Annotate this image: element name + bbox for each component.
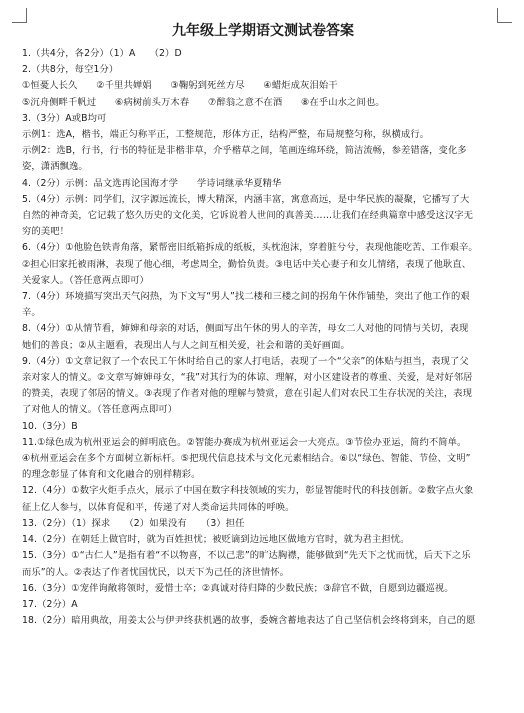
corner-mark-left	[12, 8, 27, 23]
answer-line: 15.（3分）①“古仁人”是指有着“不以物喜，不以己悲”的旷达胸襟，能够做到“先天下之忧而忧，后天下之乐	[22, 550, 471, 562]
answer-body	[22, 46, 504, 629]
answer-line: 1.（共4分，各2分）（1）A （2）D	[22, 48, 182, 59]
answer-line: 的理念彰显了体育和文化融合的别样精彩。	[22, 469, 201, 481]
answer-line: 6.（4分）①他脸色铁青角落，紧帮密旧纸箱拆成的纸板，头枕泡沫，穿着脏兮兮，表现他能吃苦、工作艰辛。	[22, 242, 478, 254]
answer-line: 亲对家人的情义。②文章写婶婶母女，“我”对其行为的体谅、理解，对小区建设者的尊重、关爱，是对好邻居	[22, 372, 473, 384]
answer-line: 8.（4分）①从情节看，婶婶和母亲的对话，侧面写出午休的男人的辛苦，母女二人对他的同情与关切，表现	[22, 323, 469, 335]
answer-line: 姿，潇洒飘逸。	[22, 161, 88, 173]
answer-line: ②担心旧家托被雨淋，表现了他心细，考虑周全，勤恰负责。③电话中关心妻子和女儿情绪，表现了他耿直、	[22, 258, 472, 270]
answer-line: 的赞美，表现了邻居的情义。③表现了作者对他的理解与赞赏，意在引起人们对农民工生存状况的关注，表现	[22, 388, 473, 400]
answer-line: 9.（4分）①文章记叙了一个农民工午休时给自己的家人打电话，表现了一个“父亲”的体贴与担当，表现了父	[22, 355, 469, 367]
answer-line: 5.（4分）示例：同学们，汉字源远流长，博大精深，内涵丰富，寓意高远，是中华民族的凝聚，它播写了大	[22, 193, 470, 205]
answer-line: ⑤沉舟侧畔千帆过 ⑥病树前头万木春 ⑦醉翁之意不在酒 ⑧在乎山水之间也。	[22, 96, 385, 108]
answer-line: ①恒憂人长久 ②千里共婵娟 ③鞠躬到死丝方尽 ④蜡炬成灰泪始干	[22, 80, 338, 92]
answer-line: 而乐”的人。②表达了作者忧国忧民，以天下为己任的济世情怀。	[22, 566, 290, 578]
document-title: 九年级上学期语文测试卷答案	[172, 23, 354, 39]
answer-line: 12.（4分）①数字火炬手点火，展示了中国在数字科技领域的实力，彰显智能时代的科技创新。②数字点火象	[22, 485, 474, 497]
answer-line: 14.（2分）在朝廷上做官时，就为百姓担忧；被贬谪到边远地区做地方官时，就为君主担忧。	[22, 534, 410, 546]
answer-line: 17.（2分）A	[22, 598, 78, 610]
answer-line: 辛。	[22, 307, 41, 319]
answer-line: 征上亿人参与，以体育促和平，传递了对人类命运共同体的呼唤。	[22, 501, 295, 513]
answer-line: 关爱家人。（答任意两点即可）	[22, 274, 149, 286]
answer-line: 2.（共8分，每空1分）	[22, 64, 119, 76]
answer-line: 16.（3分）①宠伴询敞将领时，爱惜士卒；②真诚对待归降的少数民族；③辞官不做，自愿到边疆巡视。	[22, 582, 454, 594]
answer-line: 4.（2分）示例：品文选再论国海才学 学诗词继承华夏精华	[22, 177, 282, 189]
answer-line: 18.（2分）暗用典故，用姜太公与伊尹终获机遇的故事，委婉含蓄地表达了自己坚信机会终将到来，自己的愿	[22, 615, 476, 627]
answer-line: ④杭州亚运会在多个方面树立新标杆。⑤把现代信息技术与文化元素相结合。⑥以“绿色、智能、节俭、文明”	[22, 453, 471, 465]
answer-line: 穷的美吧！	[22, 226, 69, 238]
answer-line: 11.①绿色成为杭州亚运会的鲜明底色。②智能办赛成为杭州亚运会一大亮点。③节俭办亚运，简约不简单。	[22, 436, 467, 448]
answer-line: 她们的善良；②从主题看，表现出人与人之间互相关爱，社会和谐的美好画面。	[22, 339, 350, 351]
corner-mark-right	[497, 8, 512, 23]
document-page	[22, 22, 504, 710]
answer-line: 示例1：选A，楷书，端正匀称平正，工整规范，形体方正，结构严整，布局规整匀称，纵横成行。	[22, 129, 430, 141]
answer-line: 13.（2分）（1）探求 （2）如果没有 （3）担任	[22, 517, 245, 529]
answer-line: 示例2：选B，行书，行书的特征是非楷非草，介乎楷草之间，笔画连绵环绕，简洁流畅，参差错落，变化多	[22, 145, 467, 157]
answer-line: 3.（3分）A或B均可	[22, 112, 107, 124]
answer-line: 了对他人的情义。（答任意两点即可）	[22, 404, 178, 416]
answer-line: 10.（3分）B	[22, 420, 78, 432]
answer-line: 自然的神奇美，它记载了悠久历史的文化美，它诉说着人世间的真善美……让我们在经典篇章中感受这汉字无	[22, 210, 474, 222]
answer-line: 7.（4分）环境描写突出天气闷热，为下文写“男人”找二楼和三楼之间的拐角午休作铺垫，突出了他工作的艰	[22, 291, 470, 303]
